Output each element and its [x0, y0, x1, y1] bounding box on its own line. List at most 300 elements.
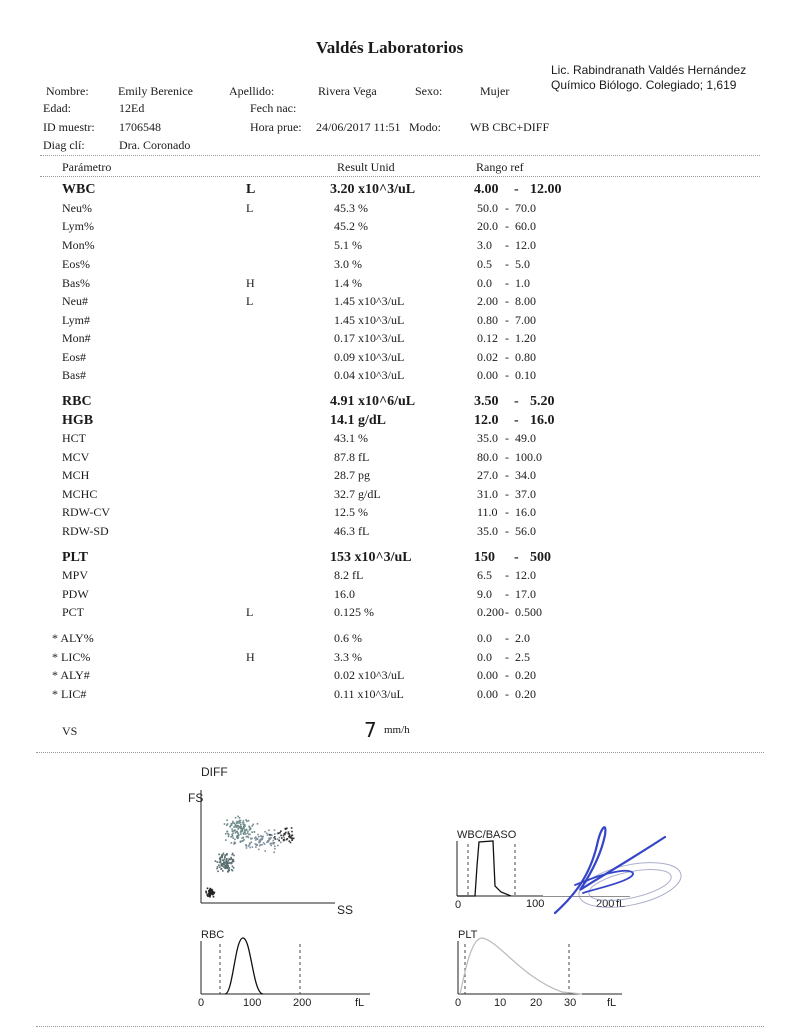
scatter-dot [239, 827, 241, 829]
scatter-dot [290, 836, 292, 838]
row-range-low: 0.5 [477, 257, 492, 271]
scatter-dot [252, 824, 254, 826]
row-param-name: RDW-CV [62, 505, 110, 519]
row-result-value: 0.02 x10^3/uL [334, 668, 405, 682]
row-range-high: 70.0 [515, 201, 536, 215]
row-range-high: 34.0 [515, 468, 536, 482]
scatter-dot [232, 835, 234, 837]
scatter-dot [239, 817, 241, 819]
scatter-dot [274, 836, 276, 838]
scatter-dot [216, 868, 218, 870]
row-range-high: 0.20 [515, 687, 536, 701]
id-value: 1706548 [119, 120, 161, 134]
scatter-dot [258, 836, 260, 838]
signature-stamp [535, 815, 710, 925]
scatter-dot [230, 859, 232, 861]
row-param-name: RDW-SD [62, 524, 109, 538]
row-range-low: 0.0 [477, 631, 492, 645]
hora-label: Hora prue: [250, 120, 302, 134]
scatter-dot [254, 831, 256, 833]
scatter-dot [269, 834, 271, 836]
scatter-dot [278, 833, 280, 835]
row-param-name: Bas# [62, 368, 86, 382]
scatter-dot [247, 831, 249, 833]
row-range-dash: - [505, 668, 509, 682]
plt-tick-20: 20 [530, 997, 543, 1009]
vs-handwritten-value: 7 [364, 718, 377, 742]
wbc-tick-200: 200 [596, 898, 615, 910]
scatter-dot [219, 866, 221, 868]
row-range-dash: - [505, 219, 509, 233]
row-range-dash: - [505, 313, 509, 327]
scatter-dot [230, 825, 232, 827]
plt-title: PLT [458, 929, 478, 941]
scatter-dot [245, 844, 247, 846]
row-range-dash: - [505, 294, 509, 308]
row-param-name: MPV [62, 568, 89, 582]
row-result-value: 1.4 % [334, 276, 362, 290]
scatter-dot [287, 838, 289, 840]
scatter-dot [219, 858, 221, 860]
row-range-high: 2.5 [515, 650, 530, 664]
scatter-dot [234, 839, 236, 841]
scatter-dot [226, 864, 228, 866]
row-range-high: 5.20 [530, 394, 555, 409]
scatter-dot [234, 822, 236, 824]
row-param-name: WBC [62, 182, 96, 197]
scatter-dot [290, 842, 292, 844]
vs-unit: mm/h [384, 724, 410, 736]
nombre-label: Nombre: [46, 84, 89, 98]
wbc-tick-0: 0 [455, 899, 462, 911]
row-result-value: 1.45 x10^3/uL [334, 294, 405, 308]
row-range-dash: - [505, 257, 509, 271]
scatter-dot [248, 826, 250, 828]
row-result-value: 0.09 x10^3/uL [334, 350, 405, 364]
scatter-dot [220, 865, 222, 867]
scatter-dot [245, 819, 247, 821]
scatter-dot [291, 831, 293, 833]
scatter-dot [241, 837, 243, 839]
scatter-dot [260, 844, 262, 846]
scatter-dot [222, 870, 224, 872]
scatter-dot [230, 857, 232, 859]
scatter-dot [274, 833, 276, 835]
diff-scatter-dots [205, 816, 294, 898]
row-range-dash: - [505, 331, 509, 345]
row-range-low: 31.0 [477, 487, 498, 501]
scatter-dot [252, 846, 254, 848]
rbc-tick-0: 0 [198, 997, 205, 1009]
scatter-dot [220, 861, 222, 863]
scatter-dot [262, 836, 264, 838]
scatter-dot [228, 836, 230, 838]
scatter-dot [218, 864, 220, 866]
row-range-low: 35.0 [477, 524, 498, 538]
scatter-dot [230, 863, 232, 865]
scatter-dot [241, 830, 243, 832]
scatter-dot [229, 858, 231, 860]
row-param-name: Neu% [62, 201, 92, 215]
row-param-name: MCV [62, 450, 90, 464]
scatter-dot [215, 860, 217, 862]
row-result-value: 12.5 % [334, 505, 368, 519]
scatter-dot [291, 839, 293, 841]
row-flag: L [246, 182, 256, 197]
scatter-dot [283, 837, 285, 839]
diag-label: Diag clí: [43, 138, 85, 152]
scatter-dot [221, 857, 223, 859]
row-range-dash: - [514, 550, 519, 565]
plt-tick-10: 10 [494, 997, 507, 1009]
scatter-dot [274, 848, 276, 850]
row-range-low: 2.00 [477, 294, 498, 308]
scatter-dot [280, 835, 282, 837]
scatter-dot [243, 839, 245, 841]
row-param-name: Mon# [62, 331, 91, 345]
row-range-high: 37.0 [515, 487, 536, 501]
scatter-dot [223, 860, 225, 862]
row-range-dash: - [505, 276, 509, 290]
scatter-dot [244, 824, 246, 826]
row-range-low: 0.12 [477, 331, 498, 345]
row-range-high: 0.80 [515, 350, 536, 364]
row-range-high: 17.0 [515, 587, 536, 601]
row-range-high: 500 [530, 550, 551, 565]
row-result-value: 14.1 g/dL [330, 413, 387, 428]
scatter-dot [227, 823, 229, 825]
sexo-label: Sexo: [415, 84, 443, 98]
scatter-dot [212, 892, 214, 894]
scatter-dot [237, 816, 239, 818]
row-result-value: 1.45 x10^3/uL [334, 313, 405, 327]
wbc-tick-100: 100 [526, 898, 545, 910]
scatter-dot [280, 830, 282, 832]
modo-value: WB CBC+DIFF [470, 120, 550, 134]
scatter-dot [243, 820, 245, 822]
row-result-value: 45.2 % [334, 219, 368, 233]
scatter-dot [239, 822, 241, 824]
scatter-dot [280, 842, 282, 844]
scatter-dot [268, 841, 270, 843]
plt-unit: fL [607, 997, 617, 1009]
row-range-dash: - [505, 487, 509, 501]
row-range-high: 12.0 [515, 238, 536, 252]
row-param-name: HCT [62, 431, 86, 445]
scatter-dot [234, 825, 236, 827]
scatter-dot [228, 834, 230, 836]
row-result-value: 46.3 fL [334, 524, 370, 538]
scatter-dot [289, 836, 291, 838]
scatter-dot [207, 888, 209, 890]
plt-curve [460, 938, 582, 994]
scatter-dot [213, 896, 215, 898]
row-range-high: 0.500 [515, 605, 542, 619]
row-range-high: 2.0 [515, 631, 530, 645]
row-range-dash: - [505, 568, 509, 582]
apellido-label: Apellido: [229, 84, 275, 98]
scatter-dot [235, 817, 237, 819]
scatter-dot [246, 830, 248, 832]
rbc-unit: fL [355, 997, 365, 1009]
scatter-dot [281, 837, 283, 839]
result-header: Result Unid [337, 160, 395, 174]
scatter-dot [232, 853, 234, 855]
scatter-dot [288, 833, 290, 835]
row-range-dash: - [514, 394, 519, 409]
row-range-low: 0.0 [477, 650, 492, 664]
row-range-low: 27.0 [477, 468, 498, 482]
row-range-high: 12.0 [515, 568, 536, 582]
row-range-low: 0.00 [477, 368, 498, 382]
diff-x-axis: SS [337, 903, 354, 917]
row-range-dash: - [505, 505, 509, 519]
scatter-dot [267, 834, 269, 836]
scatter-dot [259, 841, 261, 843]
scatter-dot [237, 832, 239, 834]
row-param-name: * ALY# [52, 668, 90, 682]
scatter-dot [247, 836, 249, 838]
row-result-value: 3.20 x10^3/uL [330, 182, 416, 197]
row-range-dash: - [505, 350, 509, 364]
row-param-name: * LIC% [52, 650, 91, 664]
scatter-dot [241, 841, 243, 843]
scatter-dot [291, 827, 293, 829]
row-range-high: 7.00 [515, 313, 536, 327]
scatter-dot [224, 858, 226, 860]
scatter-dot [246, 836, 248, 838]
scatter-dot [232, 837, 234, 839]
scatter-dot [227, 865, 229, 867]
scatter-dot [225, 833, 227, 835]
edad-value: 12Ed [119, 101, 145, 115]
row-flag: L [246, 201, 254, 215]
scatter-dot [227, 862, 229, 864]
scatter-dot [220, 868, 222, 870]
scatter-dot [243, 824, 245, 826]
rbc-histogram [195, 926, 375, 1021]
scatter-dot [209, 892, 211, 894]
scatter-dot [228, 860, 230, 862]
row-result-value: 0.17 x10^3/uL [334, 331, 405, 345]
scatter-dot [275, 838, 277, 840]
scatter-dot [232, 822, 234, 824]
row-range-high: 1.20 [515, 331, 536, 345]
row-range-dash: - [505, 587, 509, 601]
row-result-value: 3.0 % [334, 257, 362, 271]
diff-y-axis: FS [188, 791, 204, 805]
chemist-name: Lic. Rabindranath Valdés Hernández [551, 63, 747, 77]
row-param-name: Neu# [62, 294, 88, 308]
scatter-dot [225, 839, 227, 841]
scatter-dot [228, 870, 230, 872]
scatter-dot [226, 859, 228, 861]
range-header: Rango ref [476, 160, 524, 174]
plt-histogram [452, 926, 627, 1021]
scatter-dot [288, 831, 290, 833]
scatter-dot [269, 838, 271, 840]
scatter-dot [285, 828, 287, 830]
modo-label: Modo: [409, 120, 442, 134]
footer-divider [36, 1026, 764, 1027]
diff-title: DIFF [201, 765, 228, 779]
row-result-value: 16.0 [334, 587, 355, 601]
lab-title: Valdés Laboratorios [316, 38, 464, 57]
row-range-dash: - [514, 413, 519, 428]
column-divider [40, 176, 760, 177]
scatter-dot [244, 830, 246, 832]
row-range-low: 0.00 [477, 668, 498, 682]
row-param-name: Bas% [62, 276, 90, 290]
row-range-low: 11.0 [477, 505, 498, 519]
scatter-dot [273, 852, 275, 854]
row-result-value: 28.7 pg [334, 468, 370, 482]
graphs-divider [36, 752, 764, 753]
scatter-dot [266, 833, 268, 835]
scatter-dot [254, 837, 256, 839]
row-range-dash: - [505, 201, 509, 215]
scatter-dot [236, 826, 238, 828]
scatter-dot [234, 830, 236, 832]
diff-scatter-plot [185, 760, 365, 920]
scatter-dot [245, 833, 247, 835]
scatter-dot [270, 837, 272, 839]
row-flag: H [246, 650, 255, 664]
scatter-dot [278, 840, 280, 842]
row-result-value: 32.7 g/dL [334, 487, 381, 501]
scatter-dot [273, 840, 275, 842]
rbc-curve [225, 938, 263, 994]
row-flag: L [246, 605, 254, 619]
edad-label: Edad: [43, 101, 71, 115]
scatter-dot [232, 866, 234, 868]
scatter-dot [277, 838, 279, 840]
row-param-name: Lym% [62, 219, 94, 233]
scatter-dot [240, 841, 242, 843]
scatter-dot [206, 892, 208, 894]
scatter-dot [235, 842, 237, 844]
diag-value: Dra. Coronado [119, 138, 191, 152]
scatter-dot [242, 822, 244, 824]
row-range-high: 60.0 [515, 219, 536, 233]
row-param-name: MCH [62, 468, 90, 482]
scatter-dot [277, 845, 279, 847]
scatter-dot [236, 831, 238, 833]
scatter-dot [279, 832, 281, 834]
row-range-low: 0.80 [477, 313, 498, 327]
row-range-dash: - [505, 431, 509, 445]
scatter-dot [251, 842, 253, 844]
scatter-dot [221, 854, 223, 856]
scatter-dot [251, 838, 253, 840]
row-range-high: 16.0 [515, 505, 536, 519]
param-header: Parámetro [62, 160, 112, 174]
row-result-value: 0.04 x10^3/uL [334, 368, 405, 382]
wbc-unit: fL [616, 898, 626, 910]
fechnac-label: Fech nac: [250, 101, 297, 115]
scatter-dot [261, 837, 263, 839]
scatter-dot [208, 895, 210, 897]
scatter-dot [284, 834, 286, 836]
row-param-name: * LIC# [52, 687, 87, 701]
scatter-dot [258, 849, 260, 851]
row-result-value: 43.1 % [334, 431, 368, 445]
scatter-dot [232, 830, 234, 832]
scatter-dot [225, 862, 227, 864]
row-range-low: 20.0 [477, 219, 498, 233]
scatter-dot [284, 839, 286, 841]
scatter-dot [232, 832, 234, 834]
scatter-dot [236, 823, 238, 825]
scatter-dot [238, 835, 240, 837]
row-range-low: 3.0 [477, 238, 492, 252]
scatter-dot [233, 855, 235, 857]
row-param-name: HGB [62, 413, 94, 428]
scatter-dot [231, 869, 233, 871]
scatter-dot [248, 820, 250, 822]
scatter-dot [232, 821, 234, 823]
header-divider [40, 155, 760, 156]
row-range-high: 8.00 [515, 294, 536, 308]
wbc-curve [457, 841, 511, 896]
vs-label: VS [62, 724, 78, 738]
scatter-dot [264, 831, 266, 833]
row-range-high: 12.00 [530, 182, 562, 197]
scatter-dot [252, 825, 254, 827]
scatter-dot [292, 834, 294, 836]
scatter-dot [231, 828, 233, 830]
row-result-value: 153 x10^3/uL [330, 550, 412, 565]
scatter-dot [274, 829, 276, 831]
scatter-dot [257, 823, 259, 825]
apellido-value: Rivera Vega [318, 84, 377, 98]
chemist-title: Químico Biólogo. Colegiado; 1,619 [551, 78, 737, 92]
row-range-high: 49.0 [515, 431, 536, 445]
rbc-tick-200: 200 [293, 997, 312, 1009]
scatter-dot [272, 843, 274, 845]
row-range-dash: - [514, 182, 519, 197]
scatter-dot [248, 834, 250, 836]
scatter-dot [217, 861, 219, 863]
row-range-low: 3.50 [474, 394, 499, 409]
scatter-dot [233, 859, 235, 861]
scatter-dot [224, 857, 226, 859]
scatter-dot [224, 823, 226, 825]
row-range-low: 0.200 [477, 605, 504, 619]
row-range-high: 5.0 [515, 257, 530, 271]
row-param-name: PDW [62, 587, 89, 601]
row-range-dash: - [505, 605, 509, 619]
scatter-dot [223, 864, 225, 866]
row-result-value: 4.91 x10^6/uL [330, 394, 416, 409]
scatter-dot [270, 845, 272, 847]
row-param-name: Mon% [62, 238, 95, 252]
row-range-low: 0.02 [477, 350, 498, 364]
scatter-dot [261, 844, 263, 846]
row-range-low: 0.0 [477, 276, 492, 290]
row-param-name: Lym# [62, 313, 91, 327]
scatter-dot [274, 846, 276, 848]
sexo-value: Mujer [480, 84, 510, 98]
scatter-dot [255, 843, 257, 845]
scatter-dot [270, 843, 272, 845]
row-range-low: 50.0 [477, 201, 498, 215]
scatter-dot [279, 837, 281, 839]
scatter-dot [226, 831, 228, 833]
scatter-dot [268, 829, 270, 831]
row-result-value: 3.3 % [334, 650, 362, 664]
row-result-value: 5.1 % [334, 238, 362, 252]
